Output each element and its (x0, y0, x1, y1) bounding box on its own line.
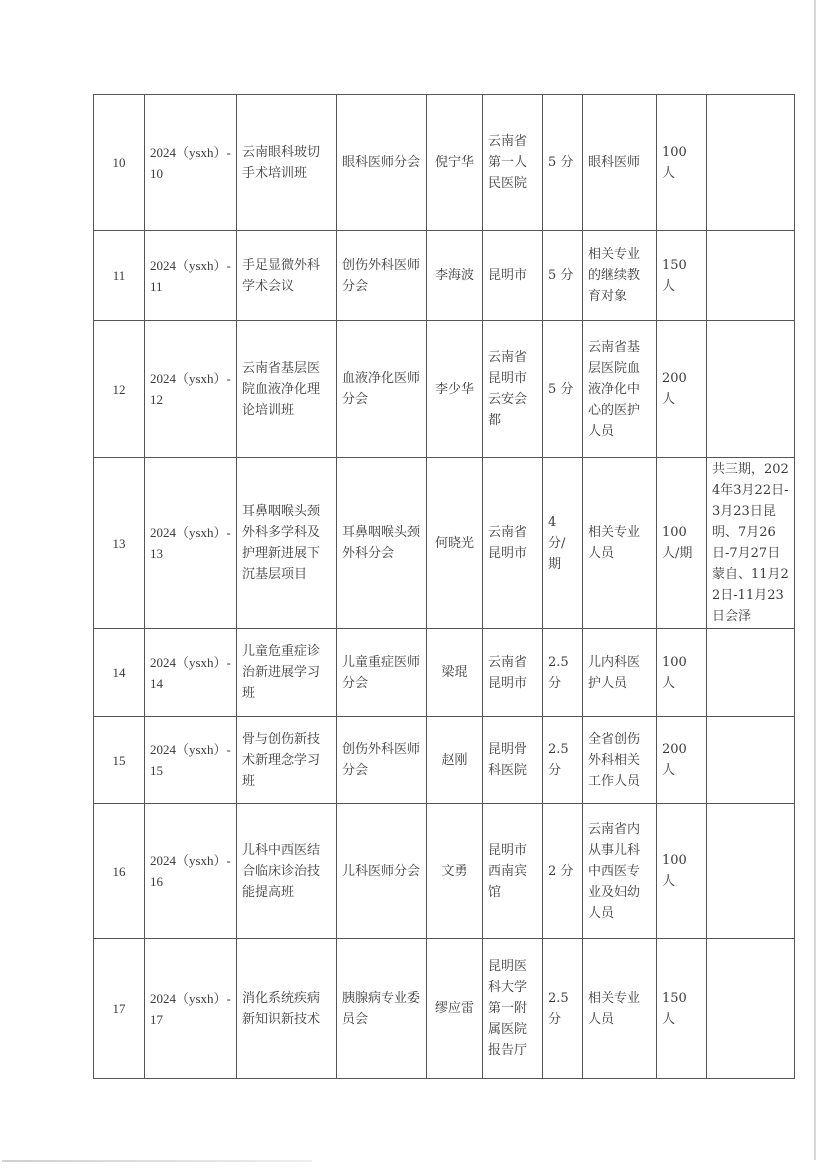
cell-no: 11 (94, 231, 145, 321)
table-row (94, 939, 795, 1079)
cell-code: 2024（ysxh）-14 (145, 629, 237, 717)
cell-count: 150 人 (657, 939, 707, 1079)
cell-count: 150 人 (657, 231, 707, 321)
cell-code: 2024（ysxh）-15 (145, 717, 237, 804)
cell-organizer: 儿科医师分会 (337, 804, 427, 939)
cell-location: 云南省第一人民医院 (483, 95, 543, 231)
cell-organizer: 儿童重症医师分会 (337, 629, 427, 717)
cell-note (707, 717, 795, 804)
table-row (94, 804, 795, 939)
cell-audience: 云南省内从事儿科中西医专业及妇幼人员 (583, 804, 657, 939)
cell-note (707, 939, 795, 1079)
table-body (94, 95, 795, 1079)
cell-credit: 5 分 (543, 231, 583, 321)
cell-leader: 李少华 (427, 321, 483, 458)
training-program-table (93, 94, 795, 1079)
cell-note (707, 231, 795, 321)
cell-name: 儿童危重症诊治新进展学习班 (237, 629, 337, 717)
cell-code: 2024（ysxh）-11 (145, 231, 237, 321)
cell-leader: 赵刚 (427, 717, 483, 804)
cell-no: 10 (94, 95, 145, 231)
cell-code: 2024（ysxh）-12 (145, 321, 237, 458)
table-row (94, 231, 795, 321)
cell-count: 200 人 (657, 321, 707, 458)
cell-location: 云南省昆明市 (483, 629, 543, 717)
cell-no: 16 (94, 804, 145, 939)
cell-location: 云南省昆明市云安会都 (483, 321, 543, 458)
cell-no: 12 (94, 321, 145, 458)
table-row (94, 458, 795, 629)
cell-no: 14 (94, 629, 145, 717)
cell-name: 手足显微外科学术会议 (237, 231, 337, 321)
cell-credit: 5 分 (543, 95, 583, 231)
cell-location: 云南省昆明市 (483, 458, 543, 629)
cell-organizer: 创伤外科医师分会 (337, 231, 427, 321)
cell-count: 100 人 (657, 629, 707, 717)
cell-credit: 4 分/期 (543, 458, 583, 629)
cell-name: 云南省基层医院血液净化理论培训班 (237, 321, 337, 458)
cell-leader: 缪应雷 (427, 939, 483, 1079)
table-row (94, 629, 795, 717)
page-edge-bottom (2, 1160, 312, 1162)
cell-code: 2024（ysxh）-16 (145, 804, 237, 939)
cell-count: 200 人 (657, 717, 707, 804)
cell-leader: 李海波 (427, 231, 483, 321)
cell-credit: 2.5 分 (543, 629, 583, 717)
cell-location: 昆明市西南宾馆 (483, 804, 543, 939)
cell-audience: 眼科医师 (583, 95, 657, 231)
cell-note: 共三期，2024年3月22日-3月23日昆明、7月26日-7月27日蒙自、11月22日-11月23日会泽 (707, 458, 795, 629)
cell-leader: 梁琨 (427, 629, 483, 717)
cell-organizer: 眼科医师分会 (337, 95, 427, 231)
cell-code: 2024（ysxh）-10 (145, 95, 237, 231)
cell-leader: 文勇 (427, 804, 483, 939)
cell-audience: 全省创伤外科相关工作人员 (583, 717, 657, 804)
cell-organizer: 血液净化医师分会 (337, 321, 427, 458)
cell-name: 消化系统疾病新知识新技术 (237, 939, 337, 1079)
table-row (94, 95, 795, 231)
cell-name: 骨与创伤新技术新理念学习班 (237, 717, 337, 804)
cell-count: 100 人/期 (657, 458, 707, 629)
cell-name: 云南眼科玻切手术培训班 (237, 95, 337, 231)
cell-organizer: 创伤外科医师分会 (337, 717, 427, 804)
cell-audience: 相关专业的继续教育对象 (583, 231, 657, 321)
cell-no: 13 (94, 458, 145, 629)
cell-name: 儿科中西医结合临床诊治技能提高班 (237, 804, 337, 939)
cell-organizer: 胰腺病专业委员会 (337, 939, 427, 1079)
cell-code: 2024（ysxh）-13 (145, 458, 237, 629)
cell-credit: 5 分 (543, 321, 583, 458)
cell-count: 100 人 (657, 804, 707, 939)
cell-note (707, 629, 795, 717)
table-row (94, 717, 795, 804)
cell-note (707, 804, 795, 939)
cell-code: 2024（ysxh）-17 (145, 939, 237, 1079)
cell-audience: 相关专业人员 (583, 939, 657, 1079)
cell-credit: 2 分 (543, 804, 583, 939)
cell-location: 昆明医科大学第一附属医院报告厅 (483, 939, 543, 1079)
cell-location: 昆明骨科医院 (483, 717, 543, 804)
cell-note (707, 321, 795, 458)
cell-credit: 2.5 分 (543, 717, 583, 804)
cell-audience: 相关专业人员 (583, 458, 657, 629)
cell-leader: 何晓光 (427, 458, 483, 629)
cell-credit: 2.5 分 (543, 939, 583, 1079)
cell-organizer: 耳鼻咽喉头颈外科分会 (337, 458, 427, 629)
cell-note (707, 95, 795, 231)
cell-audience: 云南省基层医院血液净化中心的医护人员 (583, 321, 657, 458)
cell-leader: 倪宁华 (427, 95, 483, 231)
cell-count: 100 人 (657, 95, 707, 231)
table-row (94, 321, 795, 458)
cell-name: 耳鼻咽喉头颈外科多学科及护理新进展下沉基层项目 (237, 458, 337, 629)
cell-audience: 儿内科医护人员 (583, 629, 657, 717)
cell-no: 17 (94, 939, 145, 1079)
page-edge-right (814, 0, 816, 1160)
cell-location: 昆明市 (483, 231, 543, 321)
cell-no: 15 (94, 717, 145, 804)
